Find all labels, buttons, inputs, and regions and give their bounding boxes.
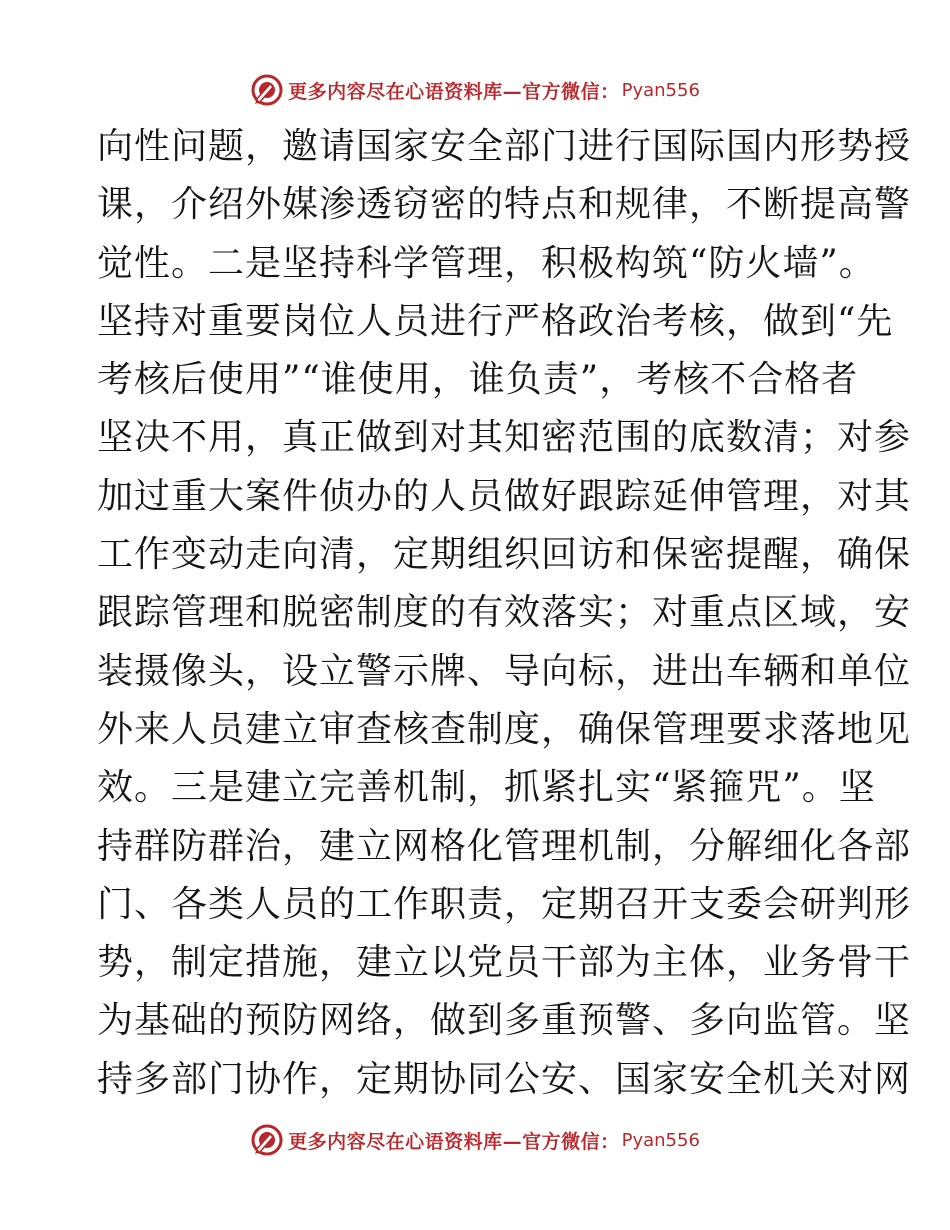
- pen-logo-icon: [250, 73, 284, 107]
- banner-text: 更多内容尽在心语资料库—官方微信：: [288, 80, 620, 103]
- text-line: 为基础的预防网络，做到多重预警、多向监管。坚: [97, 1000, 912, 1042]
- text-line: 觉性。二是坚持科学管理，积极构筑“防火墙”。: [97, 242, 876, 284]
- text-line: 坚持对重要岗位人员进行严格政治考核，做到“先: [97, 300, 894, 342]
- text-line: 持群防群治，建立网格化管理机制，分解细化各部: [97, 825, 912, 867]
- document-body: [97, 118, 912, 1109]
- wechat-id: Pyan556: [621, 79, 700, 101]
- text-line: 向性问题，邀请国家安全部门进行国际国内形势授: [97, 126, 912, 167]
- text-line: 加过重大案件侦办的人员做好跟踪延伸管理，对其: [97, 475, 912, 517]
- text-line: 持多部门协作，定期协同公安、国家安全机关对网: [97, 1058, 912, 1100]
- footer-banner: [0, 1122, 950, 1158]
- text-line: 门、各类人员的工作职责，定期召开支委会研判形: [97, 883, 912, 925]
- wechat-id: Pyan556: [621, 1129, 700, 1151]
- pen-logo-icon: [250, 1123, 284, 1157]
- text-line: 效。三是建立完善机制，抓紧扎实“紧箍咒”。坚: [97, 767, 876, 809]
- text-line: 装摄像头，设立警示牌、导向标，进出车辆和单位: [97, 650, 912, 692]
- text-line: 考核后使用”“谁使用，谁负责”，考核不合格者: [97, 359, 859, 401]
- text-line: 外来人员建立审查核查制度，确保管理要求落地见: [97, 708, 912, 750]
- text-line: 课，介绍外媒渗透窃密的特点和规律，不断提高警: [97, 184, 912, 226]
- text-line: 势，制定措施，建立以党员干部为主体，业务骨干: [97, 942, 912, 984]
- text-line: 坚决不用，真正做到对其知密范围的底数清；对参: [97, 417, 912, 459]
- header-banner: [0, 72, 950, 108]
- text-line: 跟踪管理和脱密制度的有效落实；对重点区域，安: [97, 592, 912, 634]
- banner-text: 更多内容尽在心语资料库—官方微信：: [288, 1130, 620, 1153]
- text-line: 工作变动走向清，定期组织回访和保密提醒，确保: [97, 534, 912, 576]
